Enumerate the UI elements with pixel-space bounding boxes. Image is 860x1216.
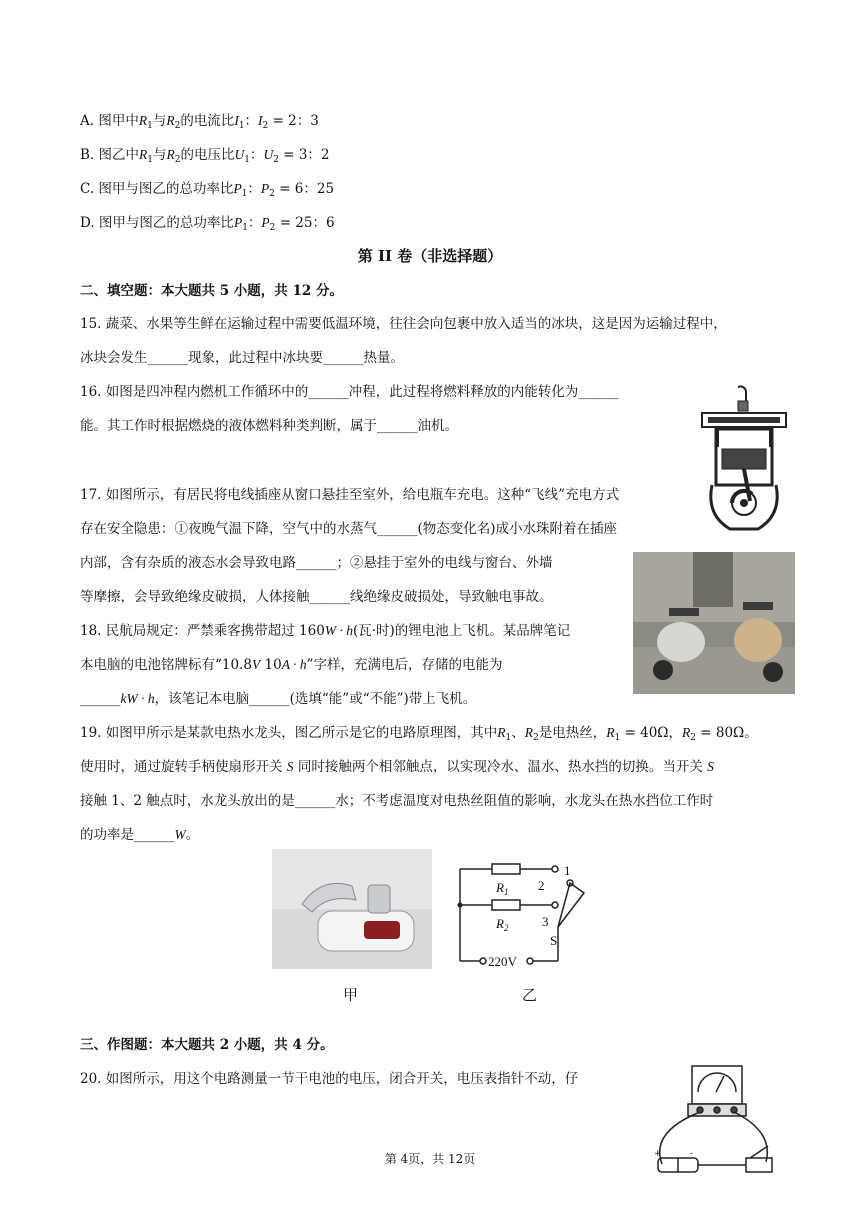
section-3-heading: 三、作图题：本大题共 2 小题，共 4 分。 — [80, 1037, 334, 1053]
q18-line1: 18. 民航局规定：严禁乘客携带超过 160W · h(瓦·时)的锂电池上飞机。某品牌笔记 — [80, 623, 571, 639]
figure-label-yi: 乙 — [522, 986, 538, 1004]
q19-line3: 接触 1、2 触点时，水龙头放出的是______水；不考虑温度对电热丝阻值的影响，水龙头在热水挡位工作时 — [80, 793, 714, 809]
q19-line4: 的功率是______W。 — [80, 827, 200, 843]
r2-label: $R_2$ — [496, 916, 509, 933]
q20-line1: 20. 如图所示，用这个电路测量一节干电池的电压，闭合开关，电压表指针不动，仔 — [80, 1071, 579, 1087]
faucet-photo — [272, 849, 432, 969]
q15-line2: 冰块会发生______现象，此过程中冰块要______热量。 — [80, 350, 404, 366]
figure-label-jia: 甲 — [343, 986, 359, 1004]
option-b: B. 图乙中$R_1$与$R_2$的电压比$U_1$：$U_2 = 3$：2 — [80, 147, 330, 165]
contact-3-label: 3 — [542, 914, 549, 929]
section-2-heading: 二、填空题：本大题共 5 小题，共 12 分。 — [80, 283, 343, 299]
scooter-photo — [633, 552, 795, 694]
option-c: C. 图甲与图乙的总功率比$P_1$：$P_2 = 6$：25 — [80, 181, 335, 199]
circuit-diagram — [452, 853, 592, 973]
q18-line3: ______kW · h，该笔记本电脑______(选填“能”或“不能”)带上飞机。 — [80, 691, 477, 707]
q17-line4: 等摩擦，会导致绝缘皮破损，人体接触______线绝缘皮破损处，导致触电事故。 — [80, 589, 553, 605]
page-footer: 第 4页，共 12页 — [384, 1152, 476, 1166]
r1-label: $R_1$ — [496, 880, 509, 897]
engine-diagram — [698, 385, 790, 535]
q17-line1: 17. 如图所示，有居民将电线插座从窗口悬挂至室外，给电瓶车充电。这种“飞线”充电方式 — [80, 487, 620, 503]
q16-line1: 16. 如图是四冲程内燃机工作循环中的______冲程，此过程将燃料释放的内能转化为______ — [80, 384, 619, 400]
q19-line2: 使用时，通过旋转手柄使扇形开关 S 同时接触两个相邻触点，以实现冷水、温水、热水挡的切换。当开关 S — [80, 759, 714, 775]
q17-line2: 存在安全隐患：①夜晚气温下降，空气中的水蒸气______(物态变化名)成小水珠附着在插座 — [80, 521, 618, 537]
voltage-label: 220V — [488, 954, 517, 969]
q15-line1: 15. 蔬菜、水果等生鲜在运输过程中需要低温环境，往往会向包裹中放入适当的冰块，这是因为运输过程中， — [80, 316, 727, 332]
svg-text:+: + — [654, 1149, 662, 1159]
section-2-title: 第 II 卷（非选择题） — [357, 247, 503, 265]
q19-line1: 19. 如图甲所示是某款电热水龙头，图乙所示是它的电路原理图，其中$R_1$、$R_2$是电热丝，$R_1 = 40\Omega$，$R_2 = 80\Omega$。 — [80, 725, 758, 743]
option-a: A. 图甲中$R_1$与$R_2$的电流比$I_1$：$I_2 = 2$：3 — [80, 113, 319, 131]
svg-text:-: - — [690, 1149, 694, 1159]
option-d: D. 图甲与图乙的总功率比$P_1$：$P_2 = 25$：6 — [80, 215, 335, 233]
contact-1-label: 1 — [564, 863, 571, 878]
q18-line2: 本电脑的电池铭牌标有“10.8V 10A · h”字样，充满电后，存储的电能为 — [80, 657, 503, 673]
switch-label: S — [550, 933, 558, 948]
contact-2-label: 2 — [538, 878, 545, 893]
q17-line3: 内部，含有杂质的液态水会导致电路______；②悬挂于室外的电线与窗台、外墙 — [80, 555, 553, 571]
q16-line2: 能。其工作时根据燃烧的液体燃料种类判断，属于______油机。 — [80, 418, 458, 434]
